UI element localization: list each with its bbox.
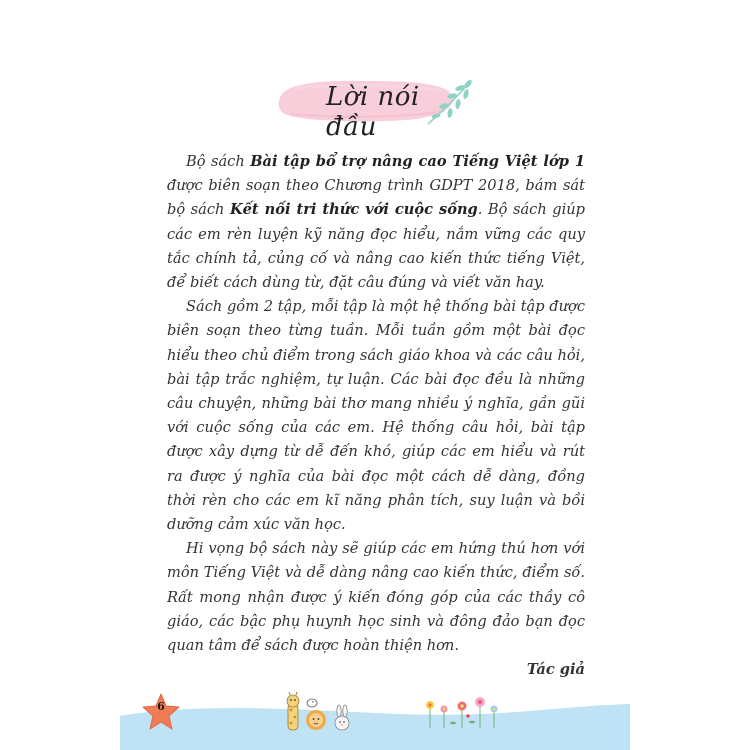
page-number: 6 — [157, 700, 165, 713]
giraffe-lion-bunny-icon — [282, 692, 358, 732]
flowers-icon — [420, 694, 504, 728]
paragraph-2: Sách gồm 2 tập, mỗi tập là một hệ thống bài tập được biên soạn theo từng tuần. Mỗi tuần gồm một bài đọc hiểu theo chủ điểm trong sách giáo khoa và các câu hỏi, bài tập trắc nghiệm, tự luận. Các bài đọc đều là những câu chuyện, những bài thơ mang nhiều ý nghĩa, gần gũi với cuộc sống của các em. Hệ thống câu hỏi, bài tập được xây dựng từ dễ đến khó, giúp các em hiểu và rút ra được ý nghĩa của bài đọc một cách dễ dàng, đồng thời rèn cho các em kĩ năng phân tích, suy luận và bồi dưỡng cảm xúc văn học. — [167, 298, 585, 534]
author-signature: Tác giả — [526, 661, 585, 679]
page-title: Lời nói đầu — [326, 82, 420, 142]
paragraph-1 — [167, 150, 585, 295]
p1-text-3: . Bộ sách giúp các em rèn luyện kỹ năng đọc hiểu, nắm vững các quy tắc chính tả, củng cố và nâng cao kiến thức tiếng Việt, để biết cách dùng từ, đặt câu đúng và viết văn hay. — [167, 201, 585, 292]
title-banner — [276, 72, 476, 142]
paragraph-3: Hi vọng bộ sách này sẽ giúp các em hứng thú hơn với môn Tiếng Việt và dễ dàng nâng cao kiến thức, điểm số. Rất mong nhận được ý kiến đóng góp của các thầy cô giáo, các bậc phụ huynh học sinh và đông đảo bạn đọc quan tâm để sách được hoàn thiện hơn. — [167, 540, 585, 655]
p1-text-1: Bộ sách — [186, 153, 251, 170]
blue-wave-footer — [0, 680, 750, 750]
preface-body — [167, 150, 585, 682]
book-title-bold: Bài tập bổ trợ nâng cao Tiếng Việt lớp 1 — [250, 153, 585, 170]
p1-text-2: được biên soạn theo Chương trình GDPT 2018, bám sát bộ sách — [167, 177, 585, 219]
series-name-bold: Kết nối tri thức với cuộc sống — [229, 201, 478, 219]
leaf-branch-icon — [424, 76, 476, 128]
